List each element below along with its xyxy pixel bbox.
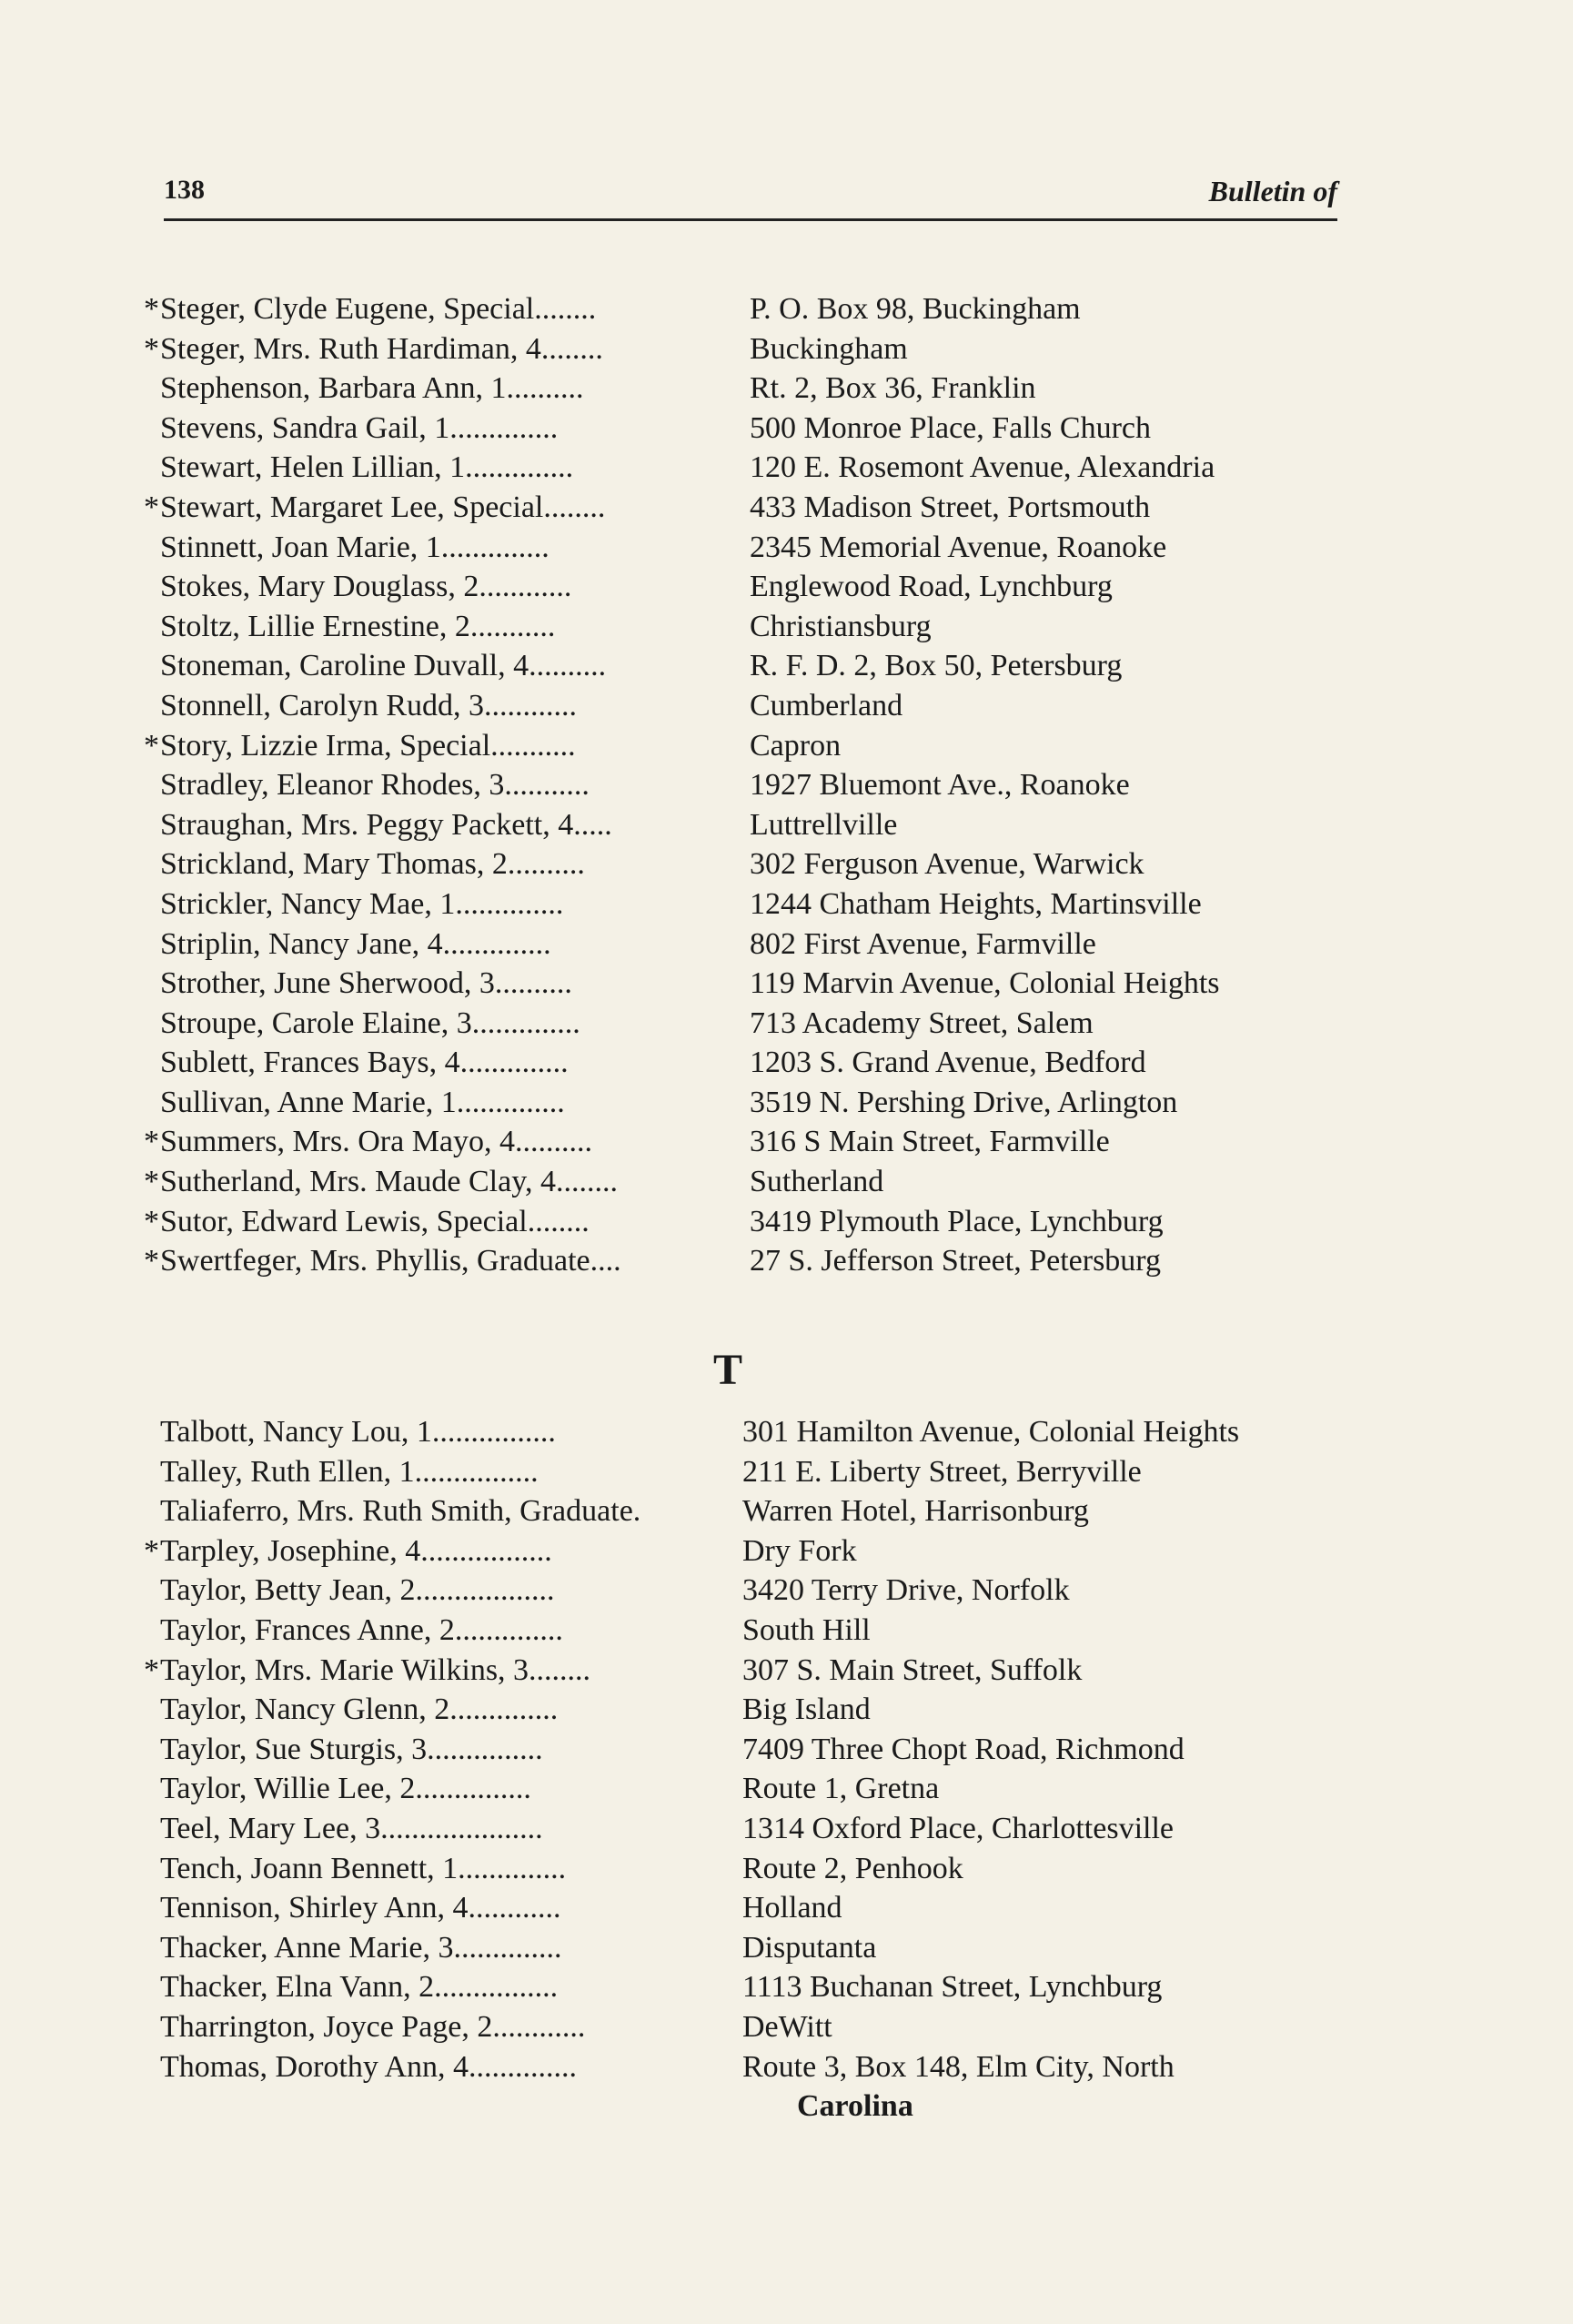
student-address: Warren Hotel, Harrisonburg — [742, 1494, 1089, 1529]
list-item — [0, 1928, 1573, 1968]
list-item — [0, 805, 1573, 845]
student-name: Striplin, Nancy Jane, 4.............. — [160, 926, 551, 961]
star-marker: * — [144, 728, 159, 763]
student-name: Taylor, Nancy Glenn, 2.............. — [160, 1692, 559, 1727]
student-address: Dry Fork — [742, 1533, 857, 1568]
student-address: Rt. 2, Box 36, Franklin — [750, 371, 1036, 406]
student-address: P. O. Box 98, Buckingham — [750, 292, 1081, 326]
list-item — [0, 964, 1573, 1004]
list-item — [0, 1651, 1573, 1691]
student-list-t — [0, 1412, 1573, 2127]
student-address: Holland — [742, 1891, 842, 1925]
student-address: Route 2, Penhook — [742, 1851, 963, 1885]
section-letter: T — [712, 1346, 742, 1394]
student-list-s — [0, 289, 1573, 1281]
student-name: Thacker, Elna Vann, 2................ — [160, 1970, 559, 2005]
star-marker: * — [144, 1204, 159, 1238]
star-marker: * — [144, 1533, 159, 1568]
list-item — [0, 1769, 1573, 1809]
list-item — [0, 1004, 1573, 1044]
list-item — [0, 488, 1573, 528]
student-name: Strother, June Sherwood, 3.......... — [160, 966, 572, 1001]
list-item — [0, 607, 1573, 647]
student-address: Cumberland — [750, 688, 903, 722]
list-item — [0, 289, 1573, 329]
student-name: Stephenson, Barbara Ann, 1.......... — [160, 371, 584, 406]
star-marker: * — [144, 1652, 159, 1687]
student-name: Thacker, Anne Marie, 3.............. — [160, 1930, 562, 1965]
student-address: 1113 Buchanan Street, Lynchburg — [742, 1970, 1163, 2005]
list-item — [0, 409, 1573, 449]
student-name: Stewart, Margaret Lee, Special........ — [160, 490, 606, 524]
star-marker: * — [144, 1244, 159, 1278]
list-item — [0, 884, 1573, 925]
list-item — [0, 1083, 1573, 1123]
student-address: 1244 Chatham Heights, Martinsville — [750, 886, 1202, 921]
student-name: Stoltz, Lillie Ernestine, 2........... — [160, 609, 556, 643]
student-address: 307 S. Main Street, Suffolk — [742, 1652, 1083, 1687]
list-item — [0, 1531, 1573, 1571]
student-name: Stonnell, Carolyn Rudd, 3............ — [160, 688, 578, 722]
student-address: 1203 S. Grand Avenue, Bedford — [750, 1046, 1146, 1080]
list-item — [0, 1162, 1573, 1202]
student-name: Talley, Ruth Ellen, 1................ — [160, 1454, 539, 1489]
student-name: Stewart, Helen Lillian, 1.............. — [160, 450, 574, 485]
student-address: 1314 Oxford Place, Charlottesville — [742, 1811, 1175, 1845]
address-continuation-text: Carolina — [797, 2089, 913, 2124]
student-name: Stoneman, Caroline Duvall, 4.......... — [160, 649, 607, 683]
student-name: Taylor, Frances Anne, 2.............. — [160, 1612, 563, 1647]
student-address: 3519 N. Pershing Drive, Arlington — [750, 1085, 1178, 1119]
student-name: Sutor, Edward Lewis, Special........ — [160, 1204, 590, 1238]
student-address: 3419 Plymouth Place, Lynchburg — [750, 1204, 1164, 1238]
student-name: Stroupe, Carole Elaine, 3.............. — [160, 1005, 580, 1040]
student-address: 211 E. Liberty Street, Berryville — [742, 1454, 1142, 1489]
student-name: Taylor, Mrs. Marie Wilkins, 3........ — [160, 1652, 591, 1687]
student-name: Stinnett, Joan Marie, 1.............. — [160, 530, 550, 564]
student-address: 2345 Memorial Avenue, Roanoke — [750, 530, 1167, 564]
student-address: DeWitt — [742, 2009, 832, 2044]
student-name: Strickler, Nancy Mae, 1.............. — [160, 886, 564, 921]
student-name: Taliaferro, Mrs. Ruth Smith, Graduate. — [160, 1494, 641, 1529]
student-address: Disputanta — [742, 1930, 877, 1965]
student-address: Buckingham — [750, 331, 908, 366]
page-header — [164, 171, 1337, 221]
student-name: Teel, Mary Lee, 3..................... — [160, 1811, 543, 1845]
list-item — [0, 1452, 1573, 1492]
student-name: Swertfeger, Mrs. Phyllis, Graduate.... — [160, 1244, 621, 1278]
student-name: Thomas, Dorothy Ann, 4.............. — [160, 2049, 578, 2084]
running-head: Bulletin of — [1208, 175, 1337, 207]
student-address: Christiansburg — [750, 609, 932, 643]
student-name: Tarpley, Josephine, 4................. — [160, 1533, 552, 1568]
list-item — [0, 329, 1573, 369]
student-name: Sublett, Frances Bays, 4.............. — [160, 1046, 569, 1080]
student-address: 802 First Avenue, Farmville — [750, 926, 1096, 961]
student-address: Capron — [750, 728, 842, 763]
student-name: Taylor, Sue Sturgis, 3............... — [160, 1732, 543, 1766]
student-address: 27 S. Jefferson Street, Petersburg — [750, 1244, 1162, 1278]
student-name: Stevens, Sandra Gail, 1.............. — [160, 410, 559, 445]
student-address: 3420 Terry Drive, Norfolk — [742, 1573, 1070, 1608]
student-name: Summers, Mrs. Ora Mayo, 4.......... — [160, 1125, 593, 1159]
student-address: Englewood Road, Lynchburg — [750, 570, 1113, 604]
student-name: Steger, Mrs. Ruth Hardiman, 4........ — [160, 331, 603, 366]
student-name: Tench, Joann Bennett, 1.............. — [160, 1851, 567, 1885]
list-item — [0, 726, 1573, 766]
list-item — [0, 686, 1573, 726]
list-item — [0, 1043, 1573, 1083]
list-item — [0, 1202, 1573, 1242]
page-number: 138 — [164, 175, 205, 205]
list-item — [0, 1809, 1573, 1849]
student-address: 433 Madison Street, Portsmouth — [750, 490, 1151, 524]
list-item — [0, 1849, 1573, 1889]
list-item — [0, 925, 1573, 965]
list-item — [0, 1888, 1573, 1928]
list-item — [0, 646, 1573, 686]
list-item — [0, 765, 1573, 805]
student-name: Stokes, Mary Douglass, 2............ — [160, 570, 572, 604]
student-name: Story, Lizzie Irma, Special........... — [160, 728, 576, 763]
list-item — [0, 448, 1573, 488]
student-name: Stradley, Eleanor Rhodes, 3........... — [160, 768, 590, 803]
student-address: Sutherland — [750, 1165, 884, 1199]
address-continuation — [0, 2087, 1573, 2127]
student-name: Steger, Clyde Eugene, Special........ — [160, 292, 597, 326]
student-address: 120 E. Rosemont Avenue, Alexandria — [750, 450, 1215, 485]
student-name: Strickland, Mary Thomas, 2.......... — [160, 847, 585, 882]
student-name: Tennison, Shirley Ann, 4............ — [160, 1891, 561, 1925]
star-marker: * — [144, 1125, 159, 1159]
list-item — [0, 1241, 1573, 1281]
student-address: South Hill — [742, 1612, 871, 1647]
list-item — [0, 2007, 1573, 2047]
student-address: 119 Marvin Avenue, Colonial Heights — [750, 966, 1220, 1001]
list-item — [0, 1690, 1573, 1730]
student-address: 301 Hamilton Avenue, Colonial Heights — [742, 1415, 1240, 1449]
list-item — [0, 528, 1573, 568]
student-address: R. F. D. 2, Box 50, Petersburg — [750, 649, 1123, 683]
list-item — [0, 369, 1573, 409]
student-address: 7409 Three Chopt Road, Richmond — [742, 1732, 1185, 1766]
student-name: Talbott, Nancy Lou, 1................ — [160, 1415, 556, 1449]
student-name: Straughan, Mrs. Peggy Packett, 4..... — [160, 807, 612, 842]
student-address: 302 Ferguson Avenue, Warwick — [750, 847, 1144, 882]
list-item — [0, 1967, 1573, 2007]
star-marker: * — [144, 1165, 159, 1199]
list-item — [0, 844, 1573, 884]
student-address: 500 Monroe Place, Falls Church — [750, 410, 1151, 445]
student-name: Taylor, Betty Jean, 2.................. — [160, 1573, 555, 1608]
list-item — [0, 2047, 1573, 2087]
student-address: 713 Academy Street, Salem — [750, 1005, 1094, 1040]
star-marker: * — [144, 331, 159, 366]
student-name: Taylor, Willie Lee, 2............... — [160, 1772, 531, 1806]
student-name: Tharrington, Joyce Page, 2............ — [160, 2009, 586, 2044]
list-item — [0, 1730, 1573, 1770]
student-name: Sullivan, Anne Marie, 1.............. — [160, 1085, 565, 1119]
student-address: Big Island — [742, 1692, 871, 1727]
student-name: Sutherland, Mrs. Maude Clay, 4........ — [160, 1165, 619, 1199]
star-marker: * — [144, 490, 159, 524]
student-address: 1927 Bluemont Ave., Roanoke — [750, 768, 1130, 803]
list-item — [0, 1491, 1573, 1531]
star-marker: * — [144, 292, 159, 326]
student-address: 316 S Main Street, Farmville — [750, 1125, 1110, 1159]
list-item — [0, 1122, 1573, 1162]
student-address: Luttrellville — [750, 807, 898, 842]
list-item — [0, 567, 1573, 607]
list-item — [0, 1412, 1573, 1452]
list-item — [0, 1571, 1573, 1611]
student-address: Route 1, Gretna — [742, 1772, 940, 1806]
student-address: Route 3, Box 148, Elm City, North — [742, 2049, 1175, 2084]
list-item — [0, 1611, 1573, 1651]
